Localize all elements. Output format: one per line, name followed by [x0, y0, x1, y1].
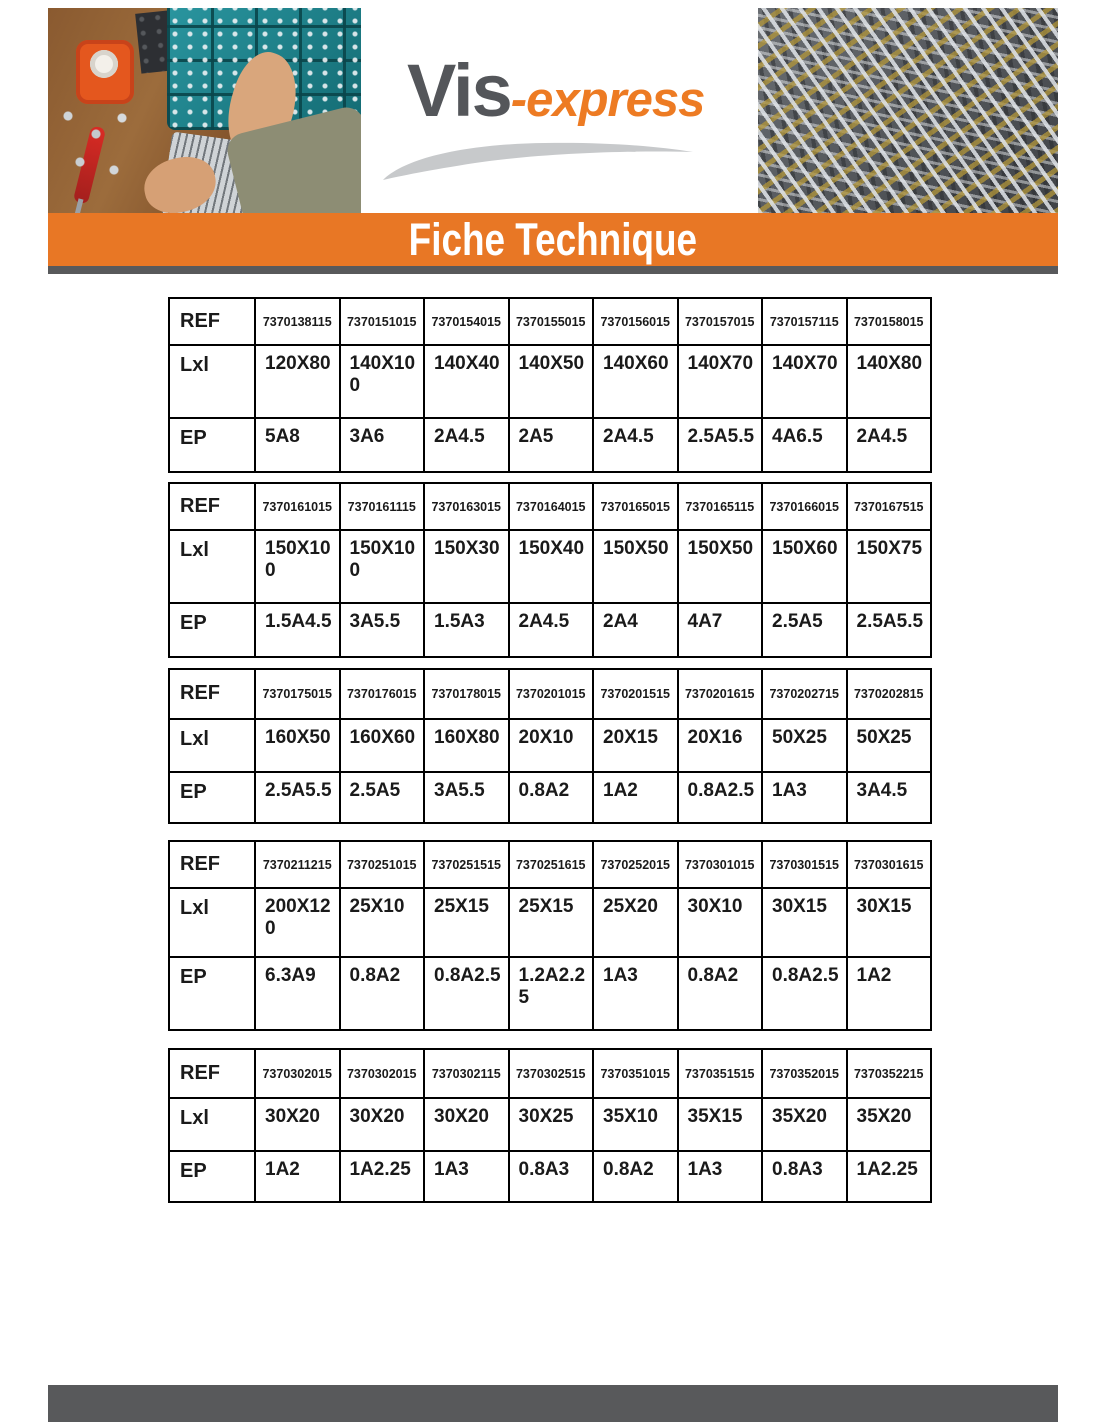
ep-cell: 0.8A3: [762, 1151, 847, 1202]
dim-cell: 140X50: [509, 345, 594, 418]
dim-cell: 35X20: [847, 1098, 932, 1151]
dim-cell: 35X20: [762, 1098, 847, 1151]
ep-cell: 1A2: [847, 957, 932, 1030]
ep-cell: 3A5.5: [340, 603, 425, 657]
ep-cell: 0.8A2.5: [762, 957, 847, 1030]
row-label-ref: REF: [169, 1049, 255, 1098]
row-label-ep: EP: [169, 772, 255, 823]
dim-cell: 30X10: [678, 888, 763, 957]
ep-cell: 3A4.5: [847, 772, 932, 823]
ep-cell: 0.8A2: [678, 957, 763, 1030]
dim-cell: 140X100: [340, 345, 425, 418]
dim-cell: 35X15: [678, 1098, 763, 1151]
ref-cell: 7370176015: [340, 669, 425, 719]
ep-cell: 2A5: [509, 418, 594, 472]
dim-cell: 25X15: [509, 888, 594, 957]
ep-cell: 0.8A2.5: [678, 772, 763, 823]
dim-cell: 150X75: [847, 530, 932, 603]
ref-cell: 7370351515: [678, 1049, 763, 1098]
spec-table-4: [168, 840, 932, 1031]
ep-cell: 0.8A2: [593, 1151, 678, 1202]
ep-cell: 1A3: [424, 1151, 509, 1202]
ep-cell: 2A4.5: [847, 418, 932, 472]
dim-cell: 160X60: [340, 719, 425, 772]
ep-cell: 0.8A2.5: [424, 957, 509, 1030]
dim-cell: 25X20: [593, 888, 678, 957]
ep-cell: 1A2: [593, 772, 678, 823]
row-label-dim: Lxl: [169, 530, 255, 603]
ref-cell: 7370302515: [509, 1049, 594, 1098]
ref-cell: 7370352015: [762, 1049, 847, 1098]
dim-cell: 30X15: [847, 888, 932, 957]
spec-table-2: [168, 482, 932, 658]
gray-divider: [48, 266, 1058, 274]
ref-cell: 7370175015: [255, 669, 340, 719]
ref-cell: 7370302015: [255, 1049, 340, 1098]
dim-cell: 25X10: [340, 888, 425, 957]
ep-cell: 1A2.25: [847, 1151, 932, 1202]
ref-cell: 7370302015: [340, 1049, 425, 1098]
ep-cell: 2.5A5.5: [678, 418, 763, 472]
dim-cell: 160X50: [255, 719, 340, 772]
dim-cell: 150X100: [340, 530, 425, 603]
ref-cell: 7370251615: [509, 841, 594, 888]
row-label-dim: Lxl: [169, 719, 255, 772]
ref-cell: 7370202715: [762, 669, 847, 719]
ref-cell: 7370156015: [593, 298, 678, 345]
ref-cell: 7370352215: [847, 1049, 932, 1098]
ref-cell: 7370167515: [847, 483, 932, 530]
spec-table-1: [168, 297, 932, 473]
ref-cell: 7370158015: [847, 298, 932, 345]
ep-cell: 2.5A5: [762, 603, 847, 657]
logo-swoosh-icon: [375, 136, 705, 186]
workbench-photo: [48, 8, 361, 213]
row-label-ref: REF: [169, 669, 255, 719]
dim-cell: 140X60: [593, 345, 678, 418]
ep-cell: 4A6.5: [762, 418, 847, 472]
logo-text: [407, 48, 704, 133]
ref-cell: 7370166015: [762, 483, 847, 530]
dim-cell: 30X20: [424, 1098, 509, 1151]
row-label-ep: EP: [169, 957, 255, 1030]
ref-cell: 7370251515: [424, 841, 509, 888]
dim-cell: 150X60: [762, 530, 847, 603]
ep-cell: 2.5A5: [340, 772, 425, 823]
ep-cell: 3A5.5: [424, 772, 509, 823]
dim-cell: 140X40: [424, 345, 509, 418]
page-title: Fiche Technique: [408, 213, 698, 265]
dim-cell: 20X10: [509, 719, 594, 772]
ep-cell: 2A4: [593, 603, 678, 657]
ep-cell: 2A4.5: [509, 603, 594, 657]
dim-cell: 25X15: [424, 888, 509, 957]
ref-cell: 7370201015: [509, 669, 594, 719]
dim-cell: 30X25: [509, 1098, 594, 1151]
ref-cell: 7370157115: [762, 298, 847, 345]
dim-cell: 140X80: [847, 345, 932, 418]
ref-cell: 7370155015: [509, 298, 594, 345]
dim-cell: 150X100: [255, 530, 340, 603]
ep-cell: 1A2.25: [340, 1151, 425, 1202]
ref-cell: 7370251015: [340, 841, 425, 888]
logo-vis-text: Vis: [407, 49, 511, 132]
dim-cell: 30X20: [340, 1098, 425, 1151]
dim-cell: 200X120: [255, 888, 340, 957]
row-label-ref: REF: [169, 483, 255, 530]
ep-cell: 2A4.5: [424, 418, 509, 472]
dim-cell: 160X80: [424, 719, 509, 772]
ep-cell: 4A7: [678, 603, 763, 657]
spec-table-5: [168, 1048, 932, 1203]
dim-cell: 140X70: [762, 345, 847, 418]
row-label-dim: Lxl: [169, 888, 255, 957]
ref-cell: 7370138115: [255, 298, 340, 345]
ref-cell: 7370157015: [678, 298, 763, 345]
ref-cell: 7370351015: [593, 1049, 678, 1098]
ep-cell: 1A3: [762, 772, 847, 823]
ep-cell: 2.5A5.5: [847, 603, 932, 657]
dim-cell: 150X40: [509, 530, 594, 603]
ref-cell: 7370164015: [509, 483, 594, 530]
ref-cell: 7370201515: [593, 669, 678, 719]
ref-cell: 7370165115: [678, 483, 763, 530]
ep-cell: 0.8A3: [509, 1151, 594, 1202]
ref-cell: 7370161015: [255, 483, 340, 530]
row-label-dim: Lxl: [169, 345, 255, 418]
dim-cell: 120X80: [255, 345, 340, 418]
title-banner: [48, 213, 1058, 266]
dim-cell: 150X50: [678, 530, 763, 603]
screws-pile-photo: [758, 8, 1058, 213]
dim-cell: 150X30: [424, 530, 509, 603]
vis-express-logo: [361, 8, 758, 213]
footer-bar: [48, 1385, 1058, 1422]
dim-cell: 50X25: [847, 719, 932, 772]
row-label-ep: EP: [169, 1151, 255, 1202]
dim-cell: 30X20: [255, 1098, 340, 1151]
ref-cell: 7370201615: [678, 669, 763, 719]
ref-cell: 7370151015: [340, 298, 425, 345]
ref-cell: 7370301615: [847, 841, 932, 888]
ref-cell: 7370165015: [593, 483, 678, 530]
logo-express-text: -express: [510, 73, 705, 127]
ep-cell: 1.5A3: [424, 603, 509, 657]
ep-cell: 1.5A4.5: [255, 603, 340, 657]
dim-cell: 20X15: [593, 719, 678, 772]
row-label-ref: REF: [169, 298, 255, 345]
ep-cell: 0.8A2: [509, 772, 594, 823]
dim-cell: 140X70: [678, 345, 763, 418]
dim-cell: 35X10: [593, 1098, 678, 1151]
ep-cell: 2.5A5.5: [255, 772, 340, 823]
ep-cell: 1.2A2.25: [509, 957, 594, 1030]
ref-cell: 7370161115: [340, 483, 425, 530]
ep-cell: 1A3: [593, 957, 678, 1030]
dim-cell: 30X15: [762, 888, 847, 957]
spec-table-3: [168, 668, 932, 824]
dim-cell: 20X16: [678, 719, 763, 772]
ref-cell: 7370163015: [424, 483, 509, 530]
ep-cell: 3A6: [340, 418, 425, 472]
ref-cell: 7370178015: [424, 669, 509, 719]
scattered-screws-shape: [56, 104, 146, 194]
ep-cell: 6.3A9: [255, 957, 340, 1030]
ep-cell: 1A3: [678, 1151, 763, 1202]
dim-cell: 150X50: [593, 530, 678, 603]
ep-cell: 0.8A2: [340, 957, 425, 1030]
ref-cell: 7370301015: [678, 841, 763, 888]
row-label-ref: REF: [169, 841, 255, 888]
ref-cell: 7370302115: [424, 1049, 509, 1098]
tape-measure-shape: [76, 40, 134, 104]
ref-cell: 7370211215: [255, 841, 340, 888]
ref-cell: 7370301515: [762, 841, 847, 888]
ref-cell: 7370154015: [424, 298, 509, 345]
ref-cell: 7370202815: [847, 669, 932, 719]
row-label-ep: EP: [169, 603, 255, 657]
row-label-ep: EP: [169, 418, 255, 472]
ep-cell: 1A2: [255, 1151, 340, 1202]
ep-cell: 2A4.5: [593, 418, 678, 472]
row-label-dim: Lxl: [169, 1098, 255, 1151]
ref-cell: 7370252015: [593, 841, 678, 888]
ep-cell: 5A8: [255, 418, 340, 472]
dim-cell: 50X25: [762, 719, 847, 772]
